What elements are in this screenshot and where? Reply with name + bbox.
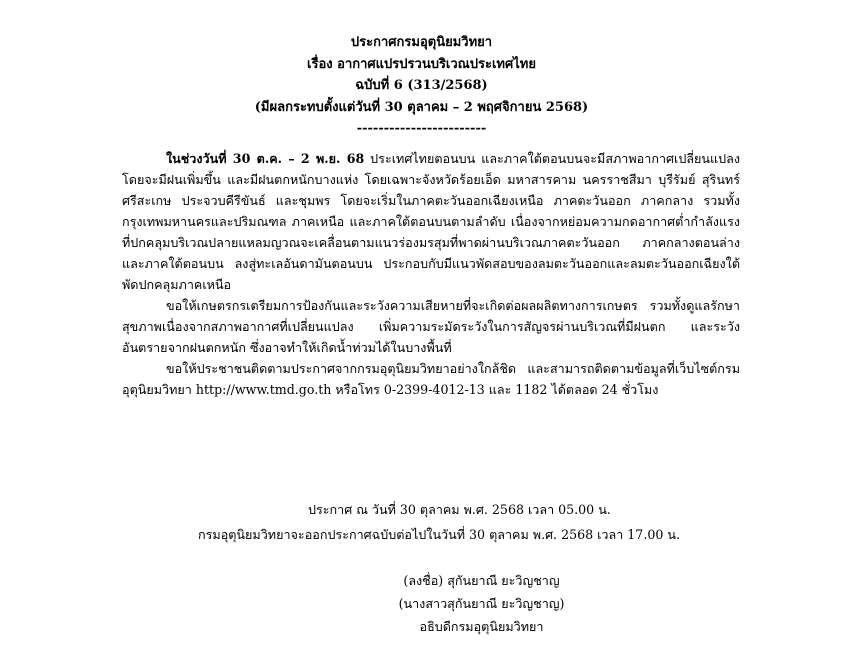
paragraph-advice-public <box>122 358 740 400</box>
header-separator: ------------------------ <box>356 121 487 136</box>
document-body <box>122 148 740 400</box>
signature-position: อธิบดีกรมอุตุนิยมวิทยา <box>419 619 544 634</box>
signature-name: (นางสาวสุกันยาณี ยะวิญชาญ) <box>398 596 565 611</box>
paragraph-text: ขอให้เกษตรกรเตรียมการป้องกันและระวังความเสียหายที่จะเกิดต่อผลผลิตทางการเกษตร รวมทั้งดูแลรักษาสุขภาพเนื่องจากสภาพอากาศที่เปลี่ยนแปลง เพิ่มความระมัดระวังในการสัญจรผ่านบริเวณที่มีฝนตก และระวังอันตรายจากฝนตกหนัก ซึ่งอาจทำให้เกิดน้ำท่วมได้ในบางพื้นที่ <box>122 298 740 355</box>
paragraph-forecast <box>122 148 740 295</box>
announcement-next: กรมอุตุนิยมวิทยาจะออกประกาศฉบับต่อไปในวันที่ 30 ตุลาคม พ.ศ. 2568 เวลา 17.00 น. <box>198 527 680 542</box>
paragraph-advice-farmers <box>122 295 740 358</box>
document-title: ประกาศกรมอุตุนิยมวิทยา <box>350 35 493 50</box>
signature-signed: (ลงชื่อ) สุกันยาณี ยะวิญชาญ <box>403 573 560 588</box>
paragraph-lead: ในช่วงวันที่ 30 ต.ค. – 2 พ.ย. 68 <box>166 151 365 166</box>
paragraph-text: ประเทศไทยตอนบน และภาคใต้ตอนบนจะมีสภาพอากาศเปลี่ยนแปลง โดยจะมีฝนเพิ่มขึ้น และมีฝนตกหนักบางแห่ง โดยเฉพาะจังหวัดร้อยเอ็ด มหาสารคาม นครราชสีมา บุรีรัมย์ สุรินทร์ ศรีสะเกษ ประจวบคีรีขันธ์ และชุมพร โดยจะเริ่มในภาคตะวันออกเฉียงเหนือ ภาคตะวันออก ภาคกลาง รวมทั้งกรุงเทพมหานครและปริมณฑล ภาคเหนือ และภาคใต้ตอนบนตามลำดับ เนื่องจากหย่อมความกดอากาศต่ำกำลังแรงที่ปกคลุมบริเวณปลายแหลมญวณจะเคลื่อนตามแนวร่องมรสุมที่พาดผ่านบริเวณภาคตะวันออก ภาคกลางตอนล่าง และภาคใต้ตอนบน ลงสู่ทะเลอันดามันตอนบน ประกอบกับมีแนวพัดสอบของลมตะวันออกและลมตะวันออกเฉียงใต้พัดปกคลุมภาคเหนือ <box>122 151 740 292</box>
document-effective-period: (มีผลกระทบตั้งแต่วันที่ 30 ตุลาคม – 2 พฤศจิกายน 2568) <box>254 99 589 115</box>
document-header <box>0 32 843 140</box>
document-issue-number: ฉบับที่ 6 (313/2568) <box>355 78 488 93</box>
paragraph-text: ขอให้ประชาชนติดตามประกาศจากกรมอุตุนิยมวิทยาอย่างใกล้ชิด และสามารถติดตามข้อมูลที่เว็บไซต์กรมอุตุนิยมวิทยา http://www.tmd.go.th หรือโทร 0-2399-4012-13 และ 1182 ได้ตลอด 24 ชั่วโมง <box>122 361 740 397</box>
signature-block <box>0 569 843 638</box>
announcement-issued: ประกาศ ณ วันที่ 30 ตุลาคม พ.ศ. 2568 เวลา 05.00 น. <box>308 502 611 517</box>
document-subject: เรื่อง อากาศแปรปรวนบริเวณประเทศไทย <box>307 56 536 72</box>
